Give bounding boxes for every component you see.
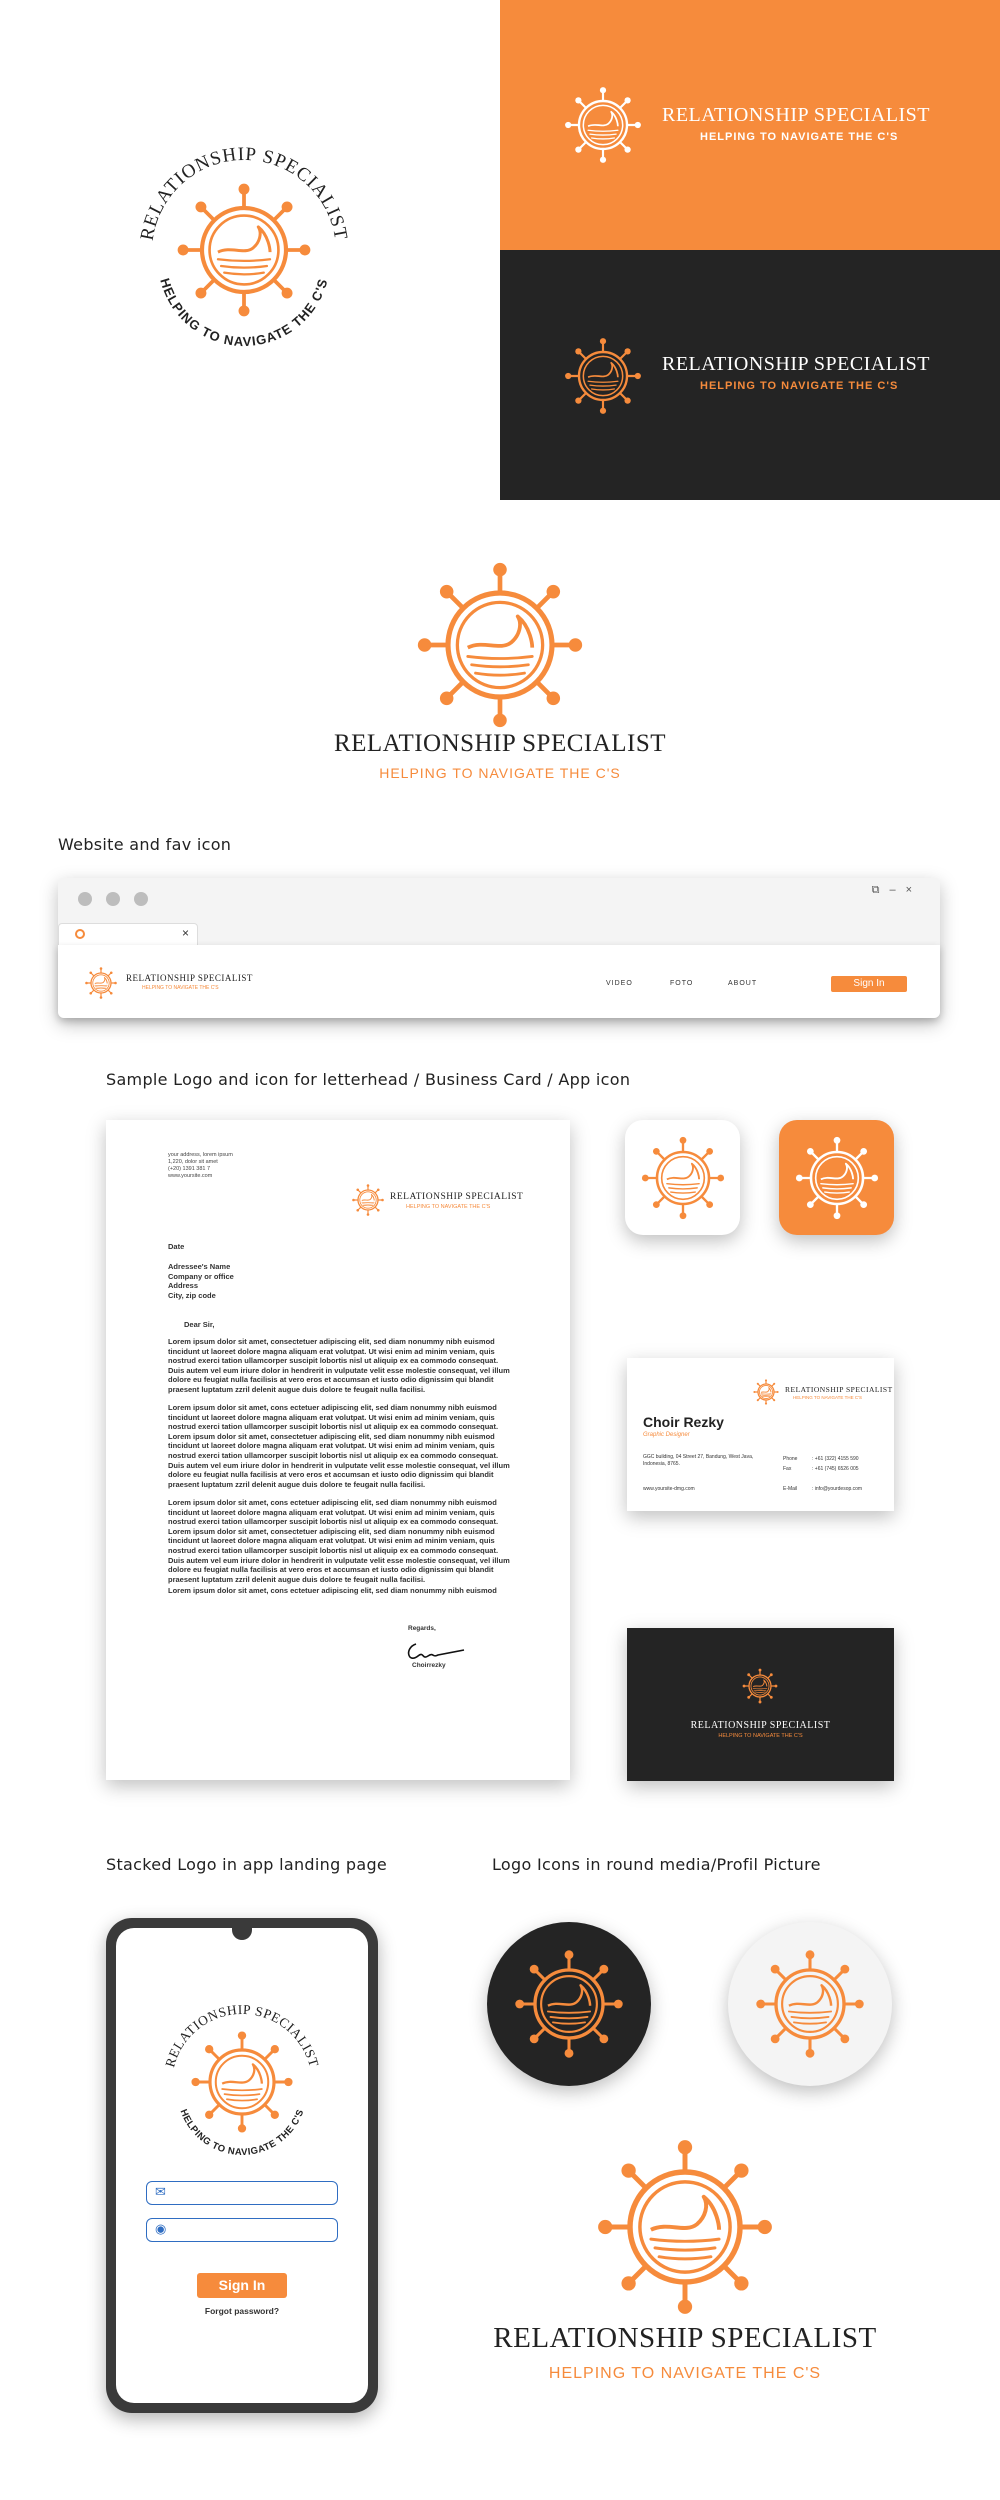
ship-wheel-icon [350,1182,386,1218]
browser-tab[interactable] [58,923,198,947]
salutation: Dear Sir, [184,1320,215,1329]
date-label: Date [168,1242,185,1251]
email-input[interactable] [146,2181,338,2205]
sign-in-button[interactable]: Sign In [197,2273,287,2298]
window-controls[interactable] [872,884,922,897]
svg-text:RELATIONSHIP SPECIALIST: RELATIONSHIP SPECIALIST [136,143,352,243]
card-name: Choir Rezky [643,1414,724,1430]
forgot-password-link[interactable]: Forgot password? [204,2306,280,2316]
eye-icon: ◉ [155,2221,167,2236]
orange-logo-panel [500,0,1000,250]
brand-tagline: HELPING TO NAVIGATE THE C'S [142,985,219,991]
brand-tagline: HELPING TO NAVIGATE THE C'S [379,765,621,781]
card-email-label: E-Mail [783,1486,798,1492]
round-avatar-light [728,1922,892,2086]
ship-wheel-icon [792,1133,882,1223]
business-card-back [627,1628,894,1781]
closing: Regards, [408,1625,436,1632]
brand-tagline: HELPING TO NAVIGATE THE C'S [700,131,899,143]
ship-wheel-icon [83,965,119,1001]
ship-wheel-icon [560,333,646,419]
brand-name: RELATIONSHIP SPECIALIST [493,2322,877,2354]
body-paragraph: Lorem ipsum dolor sit amet, cons ectetuer adipiscing elit, sed diam nonummy nibh euismod [168,1586,497,1595]
minimize-icon[interactable]: – [889,884,906,896]
window-dot[interactable] [134,892,148,906]
app-icon-light[interactable] [625,1120,740,1235]
brand-name: RELATIONSHIP SPECIALIST [390,1192,524,1202]
ship-wheel-icon [750,1944,870,2064]
section-label-round: Logo Icons in round media/Profil Picture [492,1855,821,1874]
card-email: : info@yourdesop.com [812,1486,863,1492]
phone-mockup [106,1918,378,2413]
brand-name: RELATIONSHIP SPECIALIST [690,1720,831,1731]
ship-wheel-icon [638,1133,728,1223]
password-input[interactable] [146,2218,338,2242]
section-label-app: Stacked Logo in app landing page [106,1855,388,1874]
brand-tagline: HELPING TO NAVIGATE THE C'S [548,2365,822,2382]
nav-about[interactable]: ABOUT [728,980,758,987]
body-paragraph: Lorem ipsum dolor sit amet, cons ectetuer adipiscing elit, sed diam nonummy nibh euismod tincidunt ut laoreet dolore magna aliquam erat volutpat. Ut wisi enim ad minim veniam, quis nostrud exerci tation ullamcorper suscipit lobortis nisl ut aliquip ex ea commodo consequat. Lorem ipsum dolor sit amet, consectetuer adipiscing elit, sed diam nonummy nibh euismod tincidunt ut laoreet dolore magna aliquam erat volutpat. Ut wisi enim ad minim veniam, quis nostrud exerci tation ullamcorper suscipit lobortis nisl ut aliquip ex ea commodo consequat. Duis autem vel eum iriure dolor in hendrerit in vulputate velit esse molestie consequat, vel illum dolore eu feugiat nulla facilisis at vero eros et accumsan et iusto odio dignissim qui blandit praesent luptatum zzril delenit augue duis dolore te feugait nulla facilisi. [168,1498,510,1584]
tab-close-icon[interactable]: × [181,926,189,940]
nav-foto[interactable]: FOTO [670,980,694,987]
card-contact-labels: Phone Fax [783,1456,798,1472]
top-badge-logo [110,110,375,375]
dark-logo-panel [500,250,1000,500]
round-avatar-dark [487,1922,651,2086]
ship-wheel-icon [560,82,646,168]
stacked-badge-logo [142,1980,342,2180]
brand-name: RELATIONSHIP SPECIALIST [126,973,253,983]
circular-badge [110,110,375,375]
body-paragraph: Lorem ipsum dolor sit amet, cons ectetuer adipiscing elit, sed diam nonummy nibh euismod tincidunt ut laoreet dolore magna aliquam erat volutpat. Ut wisi enim ad minim veniam, quis nostrud exerci tation ullamcorper suscipit lobortis nisl ut aliquip ex ea commodo consequat. Lorem ipsum dolor sit amet, consectetuer adipiscing elit, sed diam nonummy nibh euismod tincidunt ut laoreet dolore magna aliquam erat volutpat. Ut wisi enim ad minim veniam, quis nostrud exerci tation ullamcorper suscipit lobortis nisl ut aliquip ex ea commodo consequat. Duis autem vel eum iriure dolor in hendrerit in vulputate velit esse molestie consequat, vel illum dolore eu feugiat nulla facilisis at vero eros et accumsan et iusto odio dignissim qui blandit praesent luptatum zzril delenit augue duis dolore te feugait nulla facilisi. [168,1403,510,1489]
card-title: Graphic Designer [643,1432,690,1438]
close-icon[interactable]: × [905,884,922,896]
business-card-front [627,1358,894,1511]
bottom-wheel-logo [590,2132,780,2322]
brand-tagline: HELPING TO NAVIGATE THE C'S [406,1204,491,1210]
body-paragraph: Lorem ipsum dolor sit amet, consectetuer adipiscing elit, sed diam nonummy nibh euismod tincidunt ut laoreet dolore magna aliquam erat volutpat. Ut wisi enim ad minim veniam, quis nostrud exerci tation ullamcorper suscipit lobortis nisl ut aliquip ex ea commodo consequat. Duis autem vel eum iriure dolor in hendrerit in vulputate velit esse molestie consequat, vel illum dolore eu feugiat nulla facilisis at vero eros et accumsan et iusto odio dignissim qui blandit praesent luptatum zzril delenit augue duis dolore te feugait nulla facilisi. [168,1337,510,1394]
browser-window [58,878,940,1018]
brand-name: RELATIONSHIP SPECIALIST [662,353,930,375]
letterhead [106,1120,570,1780]
website-header [58,945,940,1018]
restore-icon[interactable]: ⧉ [871,884,890,896]
window-dot[interactable] [106,892,120,906]
section-label-stationery: Sample Logo and icon for letterhead / Business Card / App icon [106,1070,631,1089]
envelope-icon: ✉ [155,2184,166,2199]
brand-tagline: HELPING TO NAVIGATE THE C'S [718,1733,803,1739]
favicon-icon [75,929,85,939]
brand-name: RELATIONSHIP SPECIALIST [333,730,667,757]
ship-wheel-icon [509,1944,629,2064]
brand-name: RELATIONSHIP SPECIALIST [662,104,930,126]
app-icon-orange[interactable] [779,1120,894,1235]
signatory: Choirrezky [412,1662,446,1669]
brand-tagline: HELPING TO NAVIGATE THE C'S [700,380,899,392]
svg-text:HELPING TO NAVIGATE THE C'S: HELPING TO NAVIGATE THE C'S [177,2107,307,2159]
ship-wheel-icon [751,1377,781,1407]
nav-video[interactable]: VIDEO [606,980,633,987]
sender-block: your address, lorem ipsum 1,220, dolor sit amet (+20) 1391 381 7 www.yoursite.com [168,1152,233,1179]
sign-in-button[interactable]: Sign In [831,976,907,992]
svg-text:HELPING TO NAVIGATE THE C'S: HELPING TO NAVIGATE THE C'S [157,276,331,350]
card-contact-values: : +61 (322) 4155 590 : +61 (745) 6526 005 [812,1456,859,1472]
brand-name: RELATIONSHIP SPECIALIST [785,1385,893,1394]
recipient-block: Adressee's Name Company or office Address City, zip code [168,1262,234,1300]
card-address: GGC building, 04 Street 27, Bandung, West Java, Indonesia, 8765. [643,1454,754,1467]
window-dot[interactable] [78,892,92,906]
svg-text:RELATIONSHIP SPECIALIST: RELATIONSHIP SPECIALIST [162,2001,322,2069]
card-website: www.yoursite-dmg.com [643,1486,695,1492]
ship-wheel-icon [740,1666,780,1706]
section-label-website: Website and fav icon [58,835,232,854]
brand-tagline: HELPING TO NAVIGATE THE C'S [793,1395,862,1400]
main-wheel-logo [410,555,590,735]
